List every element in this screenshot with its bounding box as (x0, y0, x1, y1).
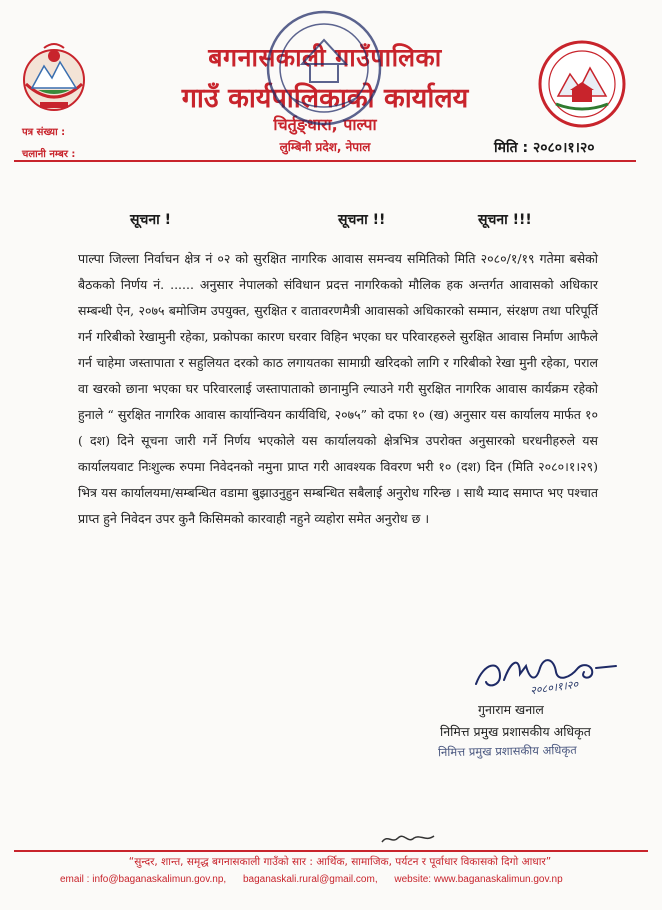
notice-heading-2: सूचना !! (338, 212, 386, 228)
notice-body-paragraph: पाल्पा जिल्ला निर्वाचन क्षेत्र नं ०२ को सुरक्षित नागरिक आवास समन्वय समितिको मिति २०८०/१/१९ गतेमा बसेको बैठकको निर्णय नं. ...... अनुसार नेपालको संविधान प्रदत्त नागरिकको मौलिक हक अन्तर्गत आवासको अधिकार सम्बन्धी ऐन, २०७५ बमोजिम उपयुक्त, सुरक्षित र वातावरणमैत्री आवासको अधिकारको सम्मान, संरक्षण तथा परिपूर्ति गर्न गरिबीको रेखामुनी रहेका, प्रकोपका कारण घरवार विहिन भएका घर परिवारहरुले सुरक्षित आवास निर्माण आफैले गर्न चाहेमा जस्तापाता र सहुलियत दरको काठ लगायतका सामाग्री खरिदको लागि र गरिबीको रेखा मुनी रहेका, पराल वा खरको छाना भएका घर परिवारलाई जस्तापाताको छानामुनि ल्याउने गरी सुरक्षित नागरिक आवास कार्यक्रम रहेको हुनाले “ सुरक्षित नागरिक आवास कार्यान्वियन कार्यविधि, २०७५” को दफा १० (ख) अनुसार यस कार्यालय मार्फत १० ( दश) दिने सूचना जारी गर्ने निर्णय भएकोले यस कार्यालयको क्षेत्रभित्र उपरोक्त अनुसारको घरधनीहरुले यस कार्यालयवाट निःशुल्क रुपमा निवेदनको नमुना प्राप्त गरी आवश्यक विवरण भरी १० (दश) दिन (मिति २०८०।१।२९) भित्र यस कार्यालयमा/सम्बन्धित वडामा बुझाउनुहुन सम्बन्धित सबैलाई अनुरोध गरिन्छ । साथै म्याद समाप्त भए पश्चात प्राप्त हुने निवेदन उपर कुनै किसिमको कारवाही नहुने व्यहोरा समेत अनुरोध छ । (78, 251, 598, 526)
dispatch-number-label: चलानी नम्बर : (22, 149, 76, 160)
official-stamp-icon (262, 6, 386, 130)
signatory-name: गुनाराम खनाल (478, 702, 544, 717)
footer-website[interactable]: website: www.baganaskalimun.gov.np (394, 874, 563, 885)
signature-date: २०८०।१।२० (529, 677, 580, 698)
ref-number-label: पत्र संख्या : (22, 127, 66, 138)
signatory-title: निमित्त प्रमुख प्रशासकीय अधिकृत (440, 724, 591, 739)
footer-email[interactable]: email : info@baganaskalimun.gov.np, (60, 874, 227, 885)
nepal-emblem-icon (18, 40, 90, 116)
notice-heading-1: सूचना ! (130, 212, 172, 228)
footer-divider (14, 850, 648, 852)
municipality-logo-icon (536, 38, 628, 130)
org-address: चिर्तुङ्धारा, पाल्पा (273, 115, 377, 134)
letter-date: मिति : २०८०।१।२० (494, 140, 595, 156)
footer-slogan: “सुन्दर, शान्त, समृद्ध बगनासकाली गाउँको सार : आर्थिक, सामाजिक, पर्यटन र पूर्वाधार विकासको दिगो आधार” (128, 856, 552, 868)
org-province: लुम्बिनी प्रदेश, नेपाल (279, 140, 371, 154)
footer-email-alt[interactable]: baganaskali.rural@gmail.com, (242, 874, 378, 885)
notice-heading-3: सूचना !!! (478, 212, 532, 228)
org-name-office: गाउँ कार्यपालिकाको कार्यालय (181, 83, 469, 114)
signatory-stamp: निमित्त प्रमुख प्रशासकीय अधिकृत (437, 742, 577, 760)
ink-scribble-icon (380, 832, 436, 846)
org-name-municipality: बगनासकाली गाउँपालिका (208, 43, 442, 72)
footer-contacts (60, 874, 658, 885)
header-divider (14, 160, 636, 162)
